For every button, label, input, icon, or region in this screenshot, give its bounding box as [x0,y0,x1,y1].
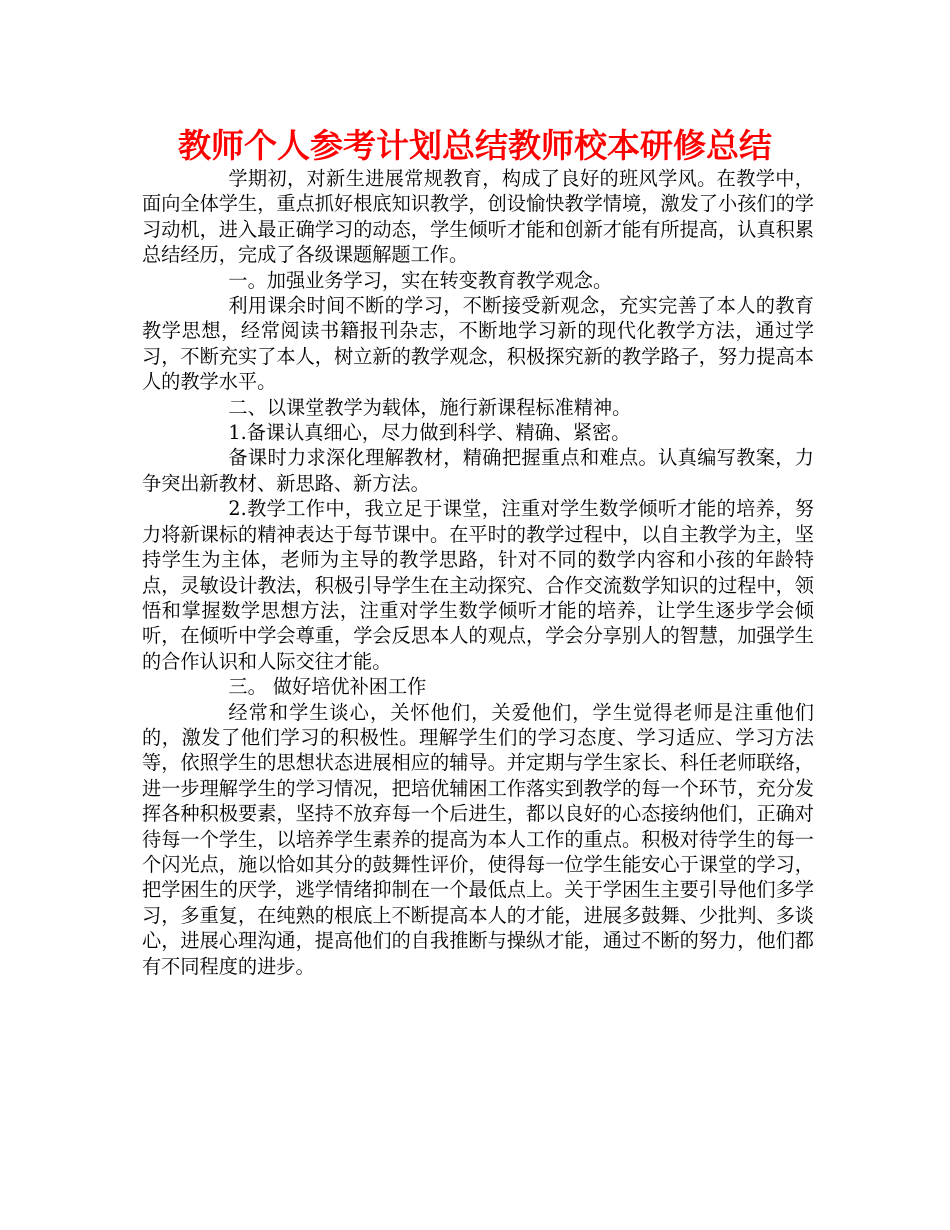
paragraph-intro: 学期初，对新生进展常规教育，构成了良好的班风学风。在教学中，面向全体学生，重点抓好根底知识教学，创设愉快教学情境，激发了小孩们的学习动机，进入最正确学习的动态，学生倾听才能和创新才能有所提高，认真积累总结经历，完成了各级课题解题工作。 [142,167,814,267]
document-body [142,166,814,979]
document-title: 教师个人参考计划总结教师校本研修总结 [178,126,772,165]
section-heading-2: 二、以课堂教学为载体，施行新课程标准精神。 [228,395,632,419]
paragraph-tutoring: 经常和学生谈心，关怀他们，关爱他们，学生觉得老师是注重他们的，激发了他们学习的积极性。理解学生们的学习态度、学习适应、学习方法等，依照学生的思想状态进展相应的辅导。并定期与学生家长、科任老师联络，进一步理解学生的学习情况，把培优辅困工作落实到教学的每一个环节，充分发挥各种积极要素，坚持不放弃每一个后进生，都以良好的心态接纳他们，正确对待每一个学生，以培养学生素养的提高为本人工作的重点。积极对待学生的每一个闪光点，施以恰如其分的鼓舞性评价，使得每一位学生能安心于课堂的学习，把学困生的厌学，逃学情绪抑制在一个最低点上。关于学困生主要引导他们多学习，多重复，在纯熟的根底上不断提高本人的才能，进展多鼓舞、少批判、多谈心，进展心理沟通，提高他们的自我推断与操纵才能，通过不断的努力，他们都有不同程度的进步。 [142,700,814,978]
section-heading-1: 一。加强业务学习，实在转变教育教学观念。 [228,268,613,292]
paragraph-lesson-prep: 备课时力求深化理解教材，精确把握重点和难点。认真编写教案，力争突出新教材、新思路、新方法。 [142,446,814,495]
subheading-lesson-prep: 1.备课认真细心，尽力做到科学、精确、紧密。 [228,421,631,445]
paragraph-study: 利用课余时间不断的学习，不断接受新观念，充实完善了本人的教育教学思想，经常阅读书籍报刊杂志，不断地学习新的现代化教学方法，通过学习，不断充实了本人，树立新的教学观念，积极探究新的教学路子，努力提高本人的教学水平。 [142,294,814,394]
section-heading-3: 三。 做好培优补困工作 [228,675,427,699]
paragraph-teaching: 2.教学工作中，我立足于课堂，注重对学生数学倾听才能的培养，努力将新课标的精神表达于每节课中。在平时的教学过程中，以自主教学为主，坚持学生为主体，老师为主导的教学思路，针对不同的数学内容和小孩的年龄特点，灵敏设计教法，积极引导学生在主动探究、合作交流数学知识的过程中，领悟和掌握数学思想方法，注重对学生数学倾听才能的培养，让学生逐步学会倾听，在倾听中学会尊重，学会反思本人的观点，学会分享别人的智慧，加强学生的合作认识和人际交往才能。 [142,497,814,673]
